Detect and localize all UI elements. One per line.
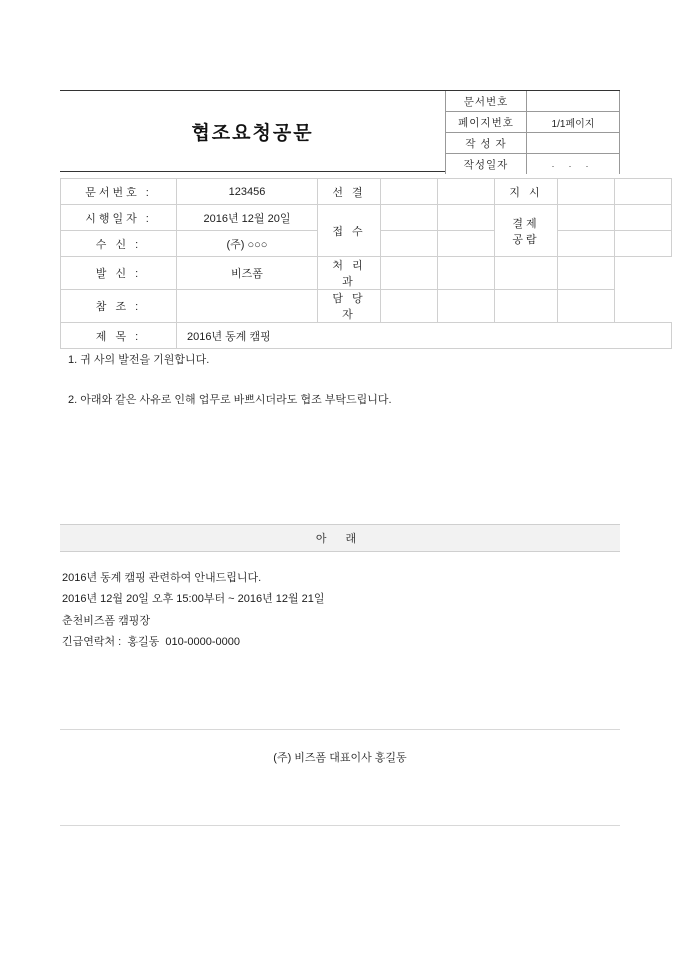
- label-seongyeol: 선 결: [318, 179, 381, 205]
- meta-value-doc-number: [527, 91, 620, 112]
- value-doc-number: 123456: [177, 179, 318, 205]
- cell-gongram-3: [558, 231, 615, 257]
- arae-divider: 아 래: [60, 524, 620, 552]
- label-issue-date: 시행일자 :: [61, 205, 177, 231]
- meta-value-page-number: 1/1페이지: [527, 112, 620, 133]
- meta-label-page-number: 페이지번호: [446, 112, 527, 133]
- title-area: [60, 91, 445, 171]
- table-row: [61, 323, 672, 349]
- cell-cheorigwa-2: [438, 257, 495, 290]
- label-doc-number: 문서번호 :: [61, 179, 177, 205]
- signature-top-rule: [60, 729, 620, 730]
- table-row: [61, 257, 672, 290]
- meta-value-author: [527, 133, 620, 154]
- cell-gongram-5: [495, 257, 558, 290]
- header-meta-table: [445, 91, 620, 174]
- value-reference: [177, 290, 318, 323]
- list-item: 2. 아래와 같은 사유로 인해 업무로 바쁘시더라도 협조 부탁드립니다.: [68, 393, 392, 406]
- detail-line: 2016년 12월 20일 오후 15:00부터 ~ 2016년 12월 21일: [62, 593, 325, 606]
- label-jisi: 지 시: [495, 179, 558, 205]
- table-row: [446, 133, 620, 154]
- table-row: [446, 112, 620, 133]
- cell-gongram-7: [495, 290, 558, 323]
- list-item: 1. 귀 사의 발전을 기원합니다.: [68, 354, 210, 366]
- document-header: [60, 90, 620, 172]
- info-grid: [60, 178, 620, 349]
- value-subject: 2016년 동계 캠핑: [177, 323, 672, 349]
- table-row: [61, 205, 672, 231]
- label-cheorigwa: 처 리 과: [318, 257, 381, 290]
- cell-seongyeol-2: [438, 179, 495, 205]
- meta-label-author: 작 성 자: [446, 133, 527, 154]
- page-title: 협조요청공문: [191, 122, 314, 144]
- cell-jeobsu-2: [438, 205, 495, 231]
- cell-gongram-8: [558, 290, 615, 323]
- cell-cheorigwa-1: [381, 257, 438, 290]
- table-row: [61, 290, 672, 323]
- meta-value-write-date: . . .: [527, 154, 620, 175]
- signature-bottom-rule: [60, 825, 620, 826]
- table-row: [446, 91, 620, 112]
- cell-damdangja-1: [381, 290, 438, 323]
- label-jeobsu: 접 수: [318, 205, 381, 257]
- label-reference: 참 조 :: [61, 290, 177, 323]
- cell-gongram-2: [615, 205, 672, 231]
- detail-paragraph: [62, 568, 622, 654]
- cell-jeobsu-1: [381, 205, 438, 231]
- cell-jisi-2: [615, 179, 672, 205]
- value-sender: 비즈폼: [177, 257, 318, 290]
- meta-label-write-date: 작성일자: [446, 154, 527, 175]
- cell-gongram-4: [615, 231, 672, 257]
- table-row: [446, 154, 620, 175]
- label-gyeoljae-gongram: 결제 공람: [495, 205, 558, 257]
- value-receiver: (주) ○○○: [177, 231, 318, 257]
- cell-jeobsu-4: [438, 231, 495, 257]
- detail-line: 긴급연락처 : 홍길동 010-0000-0000: [62, 636, 240, 649]
- label-subject: 제 목 :: [61, 323, 177, 349]
- label-receiver: 수 신 :: [61, 231, 177, 257]
- value-issue-date: 2016년 12월 20일: [177, 205, 318, 231]
- meta-label-doc-number: 문서번호: [446, 91, 527, 112]
- cell-gongram-6: [558, 257, 615, 290]
- signature-line: (주) 비즈폼 대표이사 홍길동: [273, 752, 407, 764]
- cell-jisi-1: [558, 179, 615, 205]
- cell-seongyeol-1: [381, 179, 438, 205]
- info-table: [60, 178, 672, 349]
- label-damdangja: 담 당 자: [318, 290, 381, 323]
- detail-line: 춘천비즈폼 캠핑장: [62, 614, 151, 627]
- table-row: [61, 179, 672, 205]
- body-list: [60, 352, 620, 431]
- label-sender: 발 신 :: [61, 257, 177, 290]
- cell-gongram-1: [558, 205, 615, 231]
- cell-damdangja-2: [438, 290, 495, 323]
- detail-line: 2016년 동계 캠핑 관련하여 안내드립니다.: [62, 572, 262, 584]
- cell-jeobsu-3: [381, 231, 438, 257]
